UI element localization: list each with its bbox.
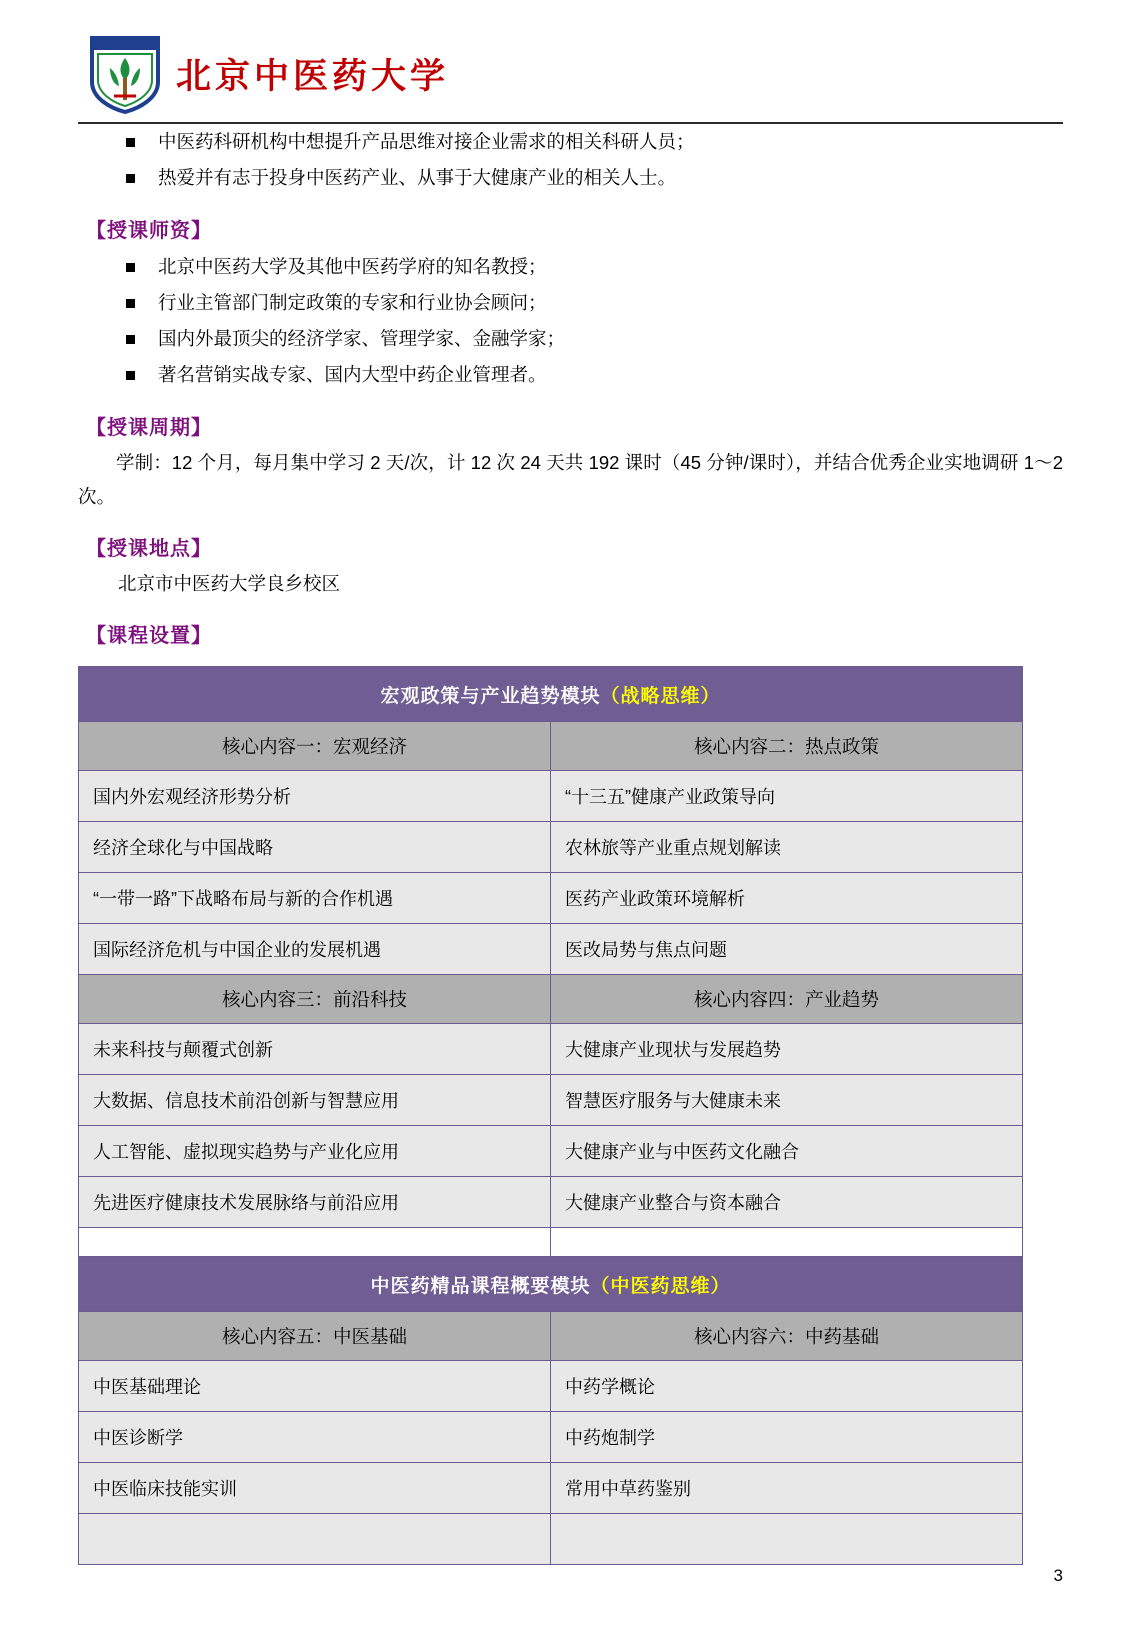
core-header-right: 核心内容四：产业趋势 [551,975,1023,1024]
page-content [78,30,1063,1565]
table-row [79,722,1023,771]
course-cell: 中药学概论 [551,1361,1023,1412]
course-cell: 农林旅等产业重点规划解读 [551,822,1023,873]
list-item-label: 热爱并有志于投身中医药产业、从事于大健康产业的相关人士。 [158,167,677,188]
table-row [79,873,1023,924]
module-title-tag: （中医药思维） [590,1274,731,1297]
course-cell: 医改局势与焦点问题 [551,924,1023,975]
square-bullet-icon [126,299,135,308]
university-name: 北京中医药大学 [176,57,450,97]
section-heading-curriculum: 【课程设置】 [86,623,212,647]
table-row [79,975,1023,1024]
course-cell: “十三五”健康产业政策导向 [551,771,1023,822]
table-row [79,1463,1023,1514]
course-cell: 人工智能、虚拟现实趋势与产业化应用 [79,1126,551,1177]
module-title-tag: （战略思维） [600,684,721,707]
university-crest-icon [88,34,162,114]
table-row [79,924,1023,975]
course-cell-empty [551,1514,1023,1565]
course-cell: 医药产业政策环境解析 [551,873,1023,924]
module-title-main: 宏观政策与产业趋势模块 [380,684,601,707]
list-item-label: 国内外最顶尖的经济学家、管理学家、金融学家； [158,328,566,349]
course-cell: “一带一路”下战略布局与新的合作机遇 [79,873,551,924]
list-item [78,160,1063,196]
table-row [79,667,1023,722]
list-item [78,124,1063,160]
table-row [79,771,1023,822]
course-cell: 智慧医疗服务与大健康未来 [551,1075,1023,1126]
list-item [78,285,1063,321]
list-item-label: 著名营销实战专家、国内大型中药企业管理者。 [158,364,547,385]
table-row [79,1126,1023,1177]
audience-list [78,124,1063,196]
university-logo [88,34,449,114]
location-text: 北京市中医药大学良乡校区 [118,573,341,594]
course-cell: 大数据、信息技术前沿创新与智慧应用 [79,1075,551,1126]
faculty-list [78,249,1063,393]
table-row [79,1177,1023,1228]
table-row [79,1024,1023,1075]
course-cell: 常用中草药鉴别 [551,1463,1023,1514]
course-cell: 经济全球化与中国战略 [79,822,551,873]
course-cell: 国际经济危机与中国企业的发展机遇 [79,924,551,975]
core-header-left: 核心内容五：中医基础 [79,1312,551,1361]
section-heading-location: 【授课地点】 [86,536,212,560]
table-row [79,1312,1023,1361]
square-bullet-icon [126,335,135,344]
list-item-label: 中医药科研机构中想提升产品思维对接企业需求的相关科研人员； [158,131,695,152]
core-header-left: 核心内容三：前沿科技 [79,975,551,1024]
square-bullet-icon [126,371,135,380]
course-cell: 国内外宏观经济形势分析 [79,771,551,822]
course-cell: 中医诊断学 [79,1412,551,1463]
course-cell: 大健康产业与中医药文化融合 [551,1126,1023,1177]
core-header-right: 核心内容六：中药基础 [551,1312,1023,1361]
course-cell: 中医临床技能实训 [79,1463,551,1514]
table-spacer-row [79,1228,1023,1257]
schedule-text: 学制：12 个月，每月集中学习 2 天/次，计 12 次 24 天共 192 课时（45 分钟/课时），并结合优秀企业实地调研 1～2 次。 [78,452,1063,507]
core-header-left: 核心内容一：宏观经济 [79,722,551,771]
square-bullet-icon [126,263,135,272]
course-cell: 未来科技与颠覆式创新 [79,1024,551,1075]
module-title [79,1257,1023,1312]
spacer-cell [79,1228,551,1257]
list-item [78,321,1063,357]
course-cell: 中医基础理论 [79,1361,551,1412]
table-row [79,1075,1023,1126]
list-item [78,357,1063,393]
spacer-cell [551,1228,1023,1257]
course-cell: 先进医疗健康技术发展脉络与前沿应用 [79,1177,551,1228]
course-cell: 大健康产业现状与发展趋势 [551,1024,1023,1075]
list-item-label: 行业主管部门制定政策的专家和行业协会顾问； [158,292,547,313]
module-title-main: 中医药精品课程概要模块 [370,1274,591,1297]
section-heading-schedule: 【授课周期】 [86,415,212,439]
course-cell: 大健康产业整合与资本融合 [551,1177,1023,1228]
course-cell-empty [79,1514,551,1565]
core-header-right: 核心内容二：热点政策 [551,722,1023,771]
list-item-label: 北京中医药大学及其他中医药学府的知名教授； [158,256,547,277]
table-row [79,1257,1023,1312]
section-heading-faculty: 【授课师资】 [86,218,212,242]
table-row [79,822,1023,873]
module-title [79,667,1023,722]
page-header [78,30,1063,124]
curriculum-table [78,666,1023,1565]
course-cell: 中药炮制学 [551,1412,1023,1463]
table-row [79,1361,1023,1412]
page-number: 3 [1053,1566,1063,1585]
table-row [79,1412,1023,1463]
square-bullet-icon [126,174,135,183]
square-bullet-icon [126,138,135,147]
table-row [79,1514,1023,1565]
list-item [78,249,1063,285]
